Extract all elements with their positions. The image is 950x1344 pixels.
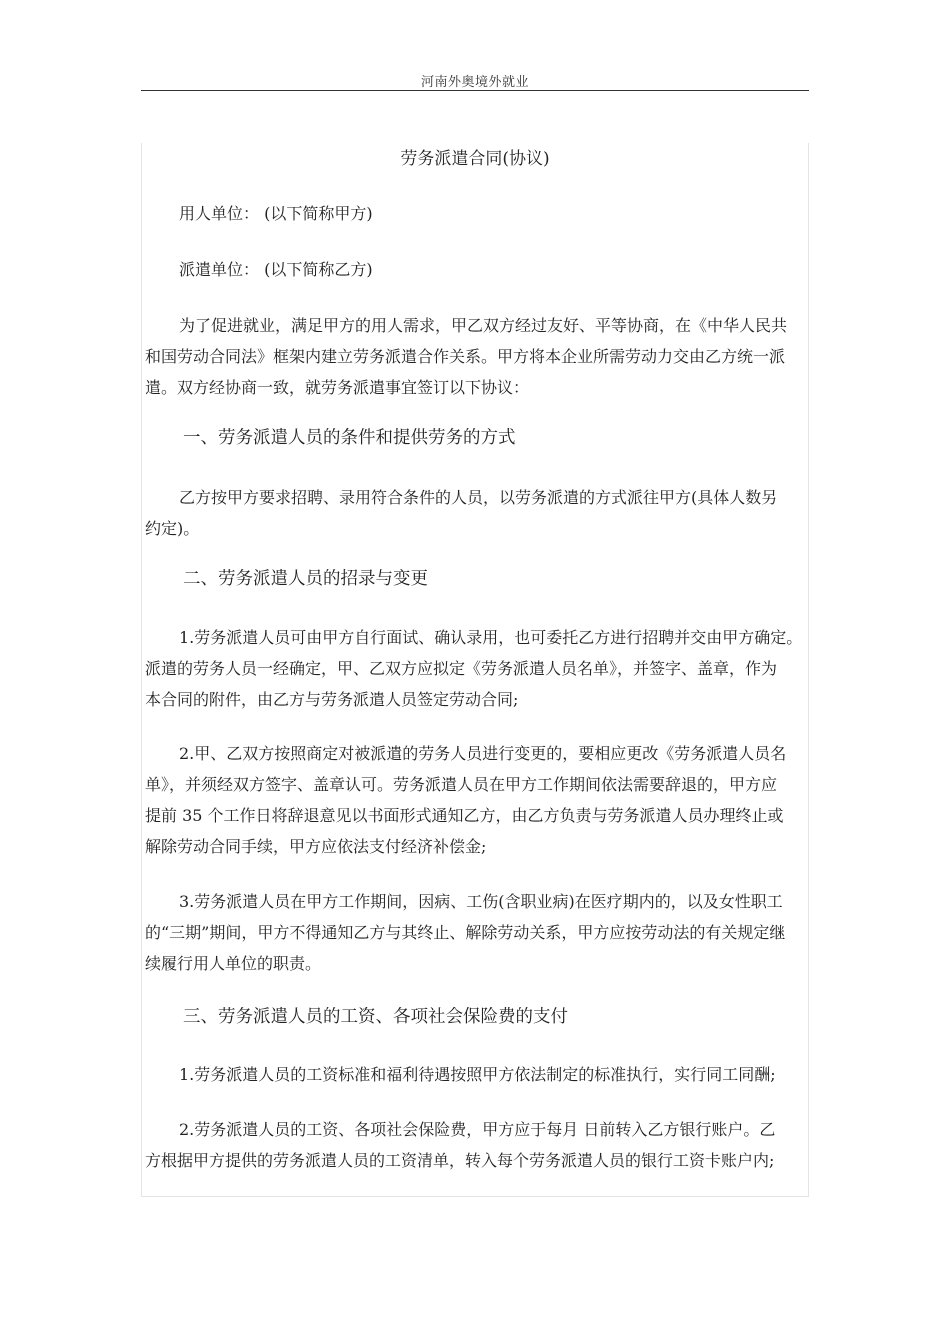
intro-line-3: 遣。双方经协商一致，就劳务派遣事宜签订以下协议： xyxy=(145,378,530,397)
section-1-heading: 一、劳务派遣人员的条件和提供劳务的方式 xyxy=(183,428,516,448)
header-title: 河南外奥境外就业 xyxy=(420,75,529,90)
section-2-heading: 二、劳务派遣人员的招录与变更 xyxy=(183,569,428,589)
section-1-para-line-2: 约定)。 xyxy=(145,519,200,538)
section-3-heading: 三、劳务派遣人员的工资、各项社会保险费的支付 xyxy=(183,1007,568,1027)
contract-title: 劳务派遣合同(协议) xyxy=(400,149,550,169)
section-2-item-1-line-2: 派遣的劳务人员一经确定，甲、乙双方应拟定《劳务派遣人员名单》，并签字、盖章，作为 xyxy=(145,659,778,678)
section-2-item-2-line-1: 2.甲、乙双方按照商定对被派遣的劳务人员进行变更的，要相应更改《劳务派遣人员名 xyxy=(179,744,787,763)
section-3-item-1-line-1: 1.劳务派遣人员的工资标准和福利待遇按照甲方依法制定的标准执行，实行同工同酬; xyxy=(179,1065,776,1084)
dispatcher-line: 派遣单位： (以下简称乙方) xyxy=(179,260,373,279)
document-body xyxy=(141,143,809,1197)
section-2-item-3-line-3: 续履行用人单位的职责。 xyxy=(145,954,322,973)
intro-line-2: 和国劳动合同法》框架内建立劳务派遣合作关系。甲方将本企业所需劳动力交由乙方统一派 xyxy=(145,347,786,366)
section-2-item-3-line-1: 3.劳务派遣人员在甲方工作期间，因病、工伤(含职业病)在医疗期内的，以及女性职工 xyxy=(179,892,783,911)
section-2-item-1-line-3: 本合同的附件，由乙方与劳务派遣人员签定劳动合同; xyxy=(145,690,519,709)
section-1-para-line-1: 乙方按甲方要求招聘、录用符合条件的人员，以劳务派遣的方式派往甲方(具体人数另 xyxy=(179,488,778,507)
section-2-item-1-line-1: 1.劳务派遣人员可由甲方自行面试、确认录用，也可委托乙方进行招聘并交由甲方确定。 xyxy=(179,628,803,647)
page-header xyxy=(141,70,809,91)
section-3-item-2-line-1: 2.劳务派遣人员的工资、各项社会保险费，甲方应于每月 日前转入乙方银行账户。乙 xyxy=(179,1120,776,1139)
intro-line-1: 为了促进就业，满足甲方的用人需求，甲乙双方经过友好、平等协商，在《中华人民共 xyxy=(179,316,788,335)
section-2-item-2-line-4: 解除劳动合同手续，甲方应依法支付经济补偿金; xyxy=(145,837,487,856)
section-2-item-2-line-2: 单》，并须经双方签字、盖章认可。劳务派遣人员在甲方工作期间依法需要辞退的，甲方应 xyxy=(145,775,778,794)
employer-line: 用人单位： (以下简称甲方) xyxy=(179,204,373,223)
section-2-item-2-line-3: 提前 35 个工作日将辞退意见以书面形式通知乙方，由乙方负责与劳务派遣人员办理终止或 xyxy=(145,806,784,825)
section-2-item-3-line-2: 的“三期”期间，甲方不得通知乙方与其终止、解除劳动关系，甲方应按劳动法的有关规定继 xyxy=(145,923,786,942)
section-3-item-2-line-2: 方根据甲方提供的劳务派遣人员的工资清单，转入每个劳务派遣人员的银行工资卡账户内; xyxy=(145,1151,775,1170)
